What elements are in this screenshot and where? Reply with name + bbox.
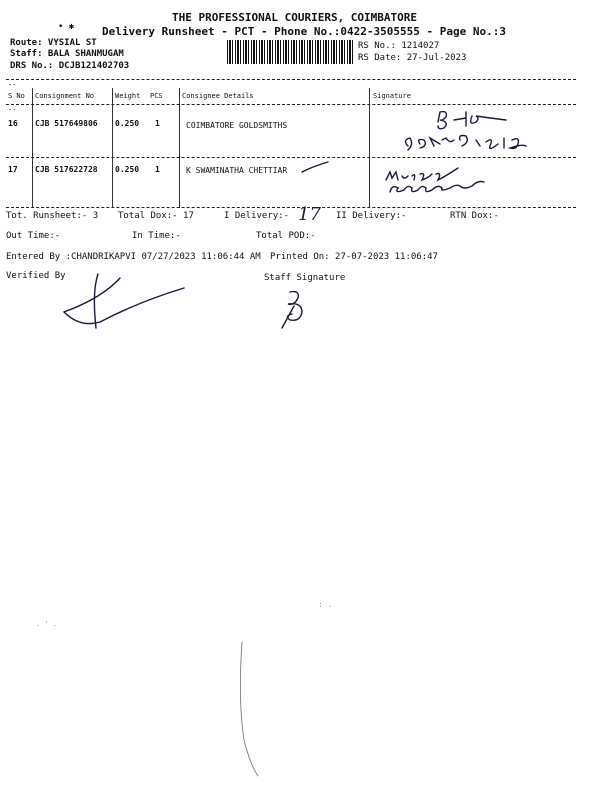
col-header-pcs: PCS bbox=[150, 92, 163, 100]
staff-signature bbox=[276, 288, 316, 332]
total-runsheet: Tot. Runsheet:- 3 bbox=[6, 211, 99, 221]
rtn-dox-label: RTN Dox:- bbox=[450, 211, 499, 221]
table-bottom-rule bbox=[6, 207, 576, 208]
in-time-label: In Time:- bbox=[132, 231, 181, 241]
col-header-signature: Signature bbox=[373, 92, 411, 100]
page-mark-dots: • ✱ bbox=[58, 22, 75, 32]
col-header-sno: S No bbox=[8, 92, 25, 100]
drs-number: DRS No.: DCJB121402703 bbox=[10, 61, 130, 71]
total-dox: Total Dox:- 17 bbox=[118, 211, 194, 221]
col-header-weight: Weight bbox=[115, 92, 141, 100]
printed-on: Printed On: 27-07-2023 11:06:47 bbox=[270, 252, 438, 262]
ii-delivery-label: II Delivery:- bbox=[336, 211, 407, 221]
scan-artifact-line bbox=[236, 640, 266, 780]
barcode bbox=[227, 40, 353, 64]
table-top-rule bbox=[6, 79, 576, 80]
scan-artifact-specks: : . bbox=[318, 600, 333, 609]
row-sno: 17 bbox=[8, 165, 18, 174]
staff-signature-label: Staff Signature bbox=[264, 273, 346, 283]
row-pcs: 1 bbox=[155, 165, 160, 174]
verifier-signature bbox=[58, 272, 188, 334]
entered-by: Entered By :CHANDRIKAPVI 07/27/2023 11:06:44 AM bbox=[6, 252, 261, 262]
total-pod-label: Total POD:- bbox=[256, 231, 316, 241]
i-delivery-label: I Delivery:- bbox=[224, 211, 290, 221]
route-label: Route: VYSIAL ST bbox=[10, 38, 97, 48]
company-title: THE PROFESSIONAL COURIERS, COIMBATORE bbox=[172, 11, 418, 24]
row-consignee: COIMBATORE GOLDSMITHS bbox=[186, 121, 288, 130]
col-sep bbox=[32, 88, 33, 208]
staff-label: Staff: BALA SHANMUGAM bbox=[10, 49, 124, 59]
header-bottom-rule bbox=[6, 104, 576, 105]
scan-artifact-specks: . ' . bbox=[36, 620, 58, 628]
row-pcs: 1 bbox=[155, 119, 160, 128]
row-sno: 16 bbox=[8, 119, 18, 128]
runsheet-subtitle: Delivery Runsheet - PCT - Phone No.:0422-3505555 - Page No.:3 bbox=[102, 25, 506, 38]
row-consignment: CJB 517622728 bbox=[35, 165, 98, 174]
consignee-pen-mark bbox=[298, 160, 338, 176]
rs-number: RS No.: 1214027 bbox=[358, 41, 440, 51]
col-sep bbox=[179, 88, 180, 208]
row-consignee: K SWAMINATHA CHETTIAR bbox=[186, 166, 288, 175]
col-header-consignee: Consignee Details bbox=[182, 92, 254, 100]
sno-top-marker: -- bbox=[8, 81, 17, 89]
row-signature bbox=[380, 108, 560, 158]
row-weight: 0.250 bbox=[115, 165, 140, 174]
row-signature bbox=[380, 158, 500, 198]
col-sep bbox=[369, 88, 370, 208]
rs-date: RS Date: 27-Jul-2023 bbox=[358, 53, 467, 63]
out-time-label: Out Time:- bbox=[6, 231, 61, 241]
sno-bottom-marker: -- bbox=[8, 106, 17, 114]
i-delivery-handwritten: 17 bbox=[298, 204, 321, 225]
row-consignment: CJB 517649806 bbox=[35, 119, 98, 128]
row-weight: 0.250 bbox=[115, 119, 140, 128]
verified-by-label: Verified By bbox=[6, 271, 66, 281]
col-sep bbox=[112, 88, 113, 208]
col-header-consignment: Consignment No bbox=[35, 92, 95, 100]
